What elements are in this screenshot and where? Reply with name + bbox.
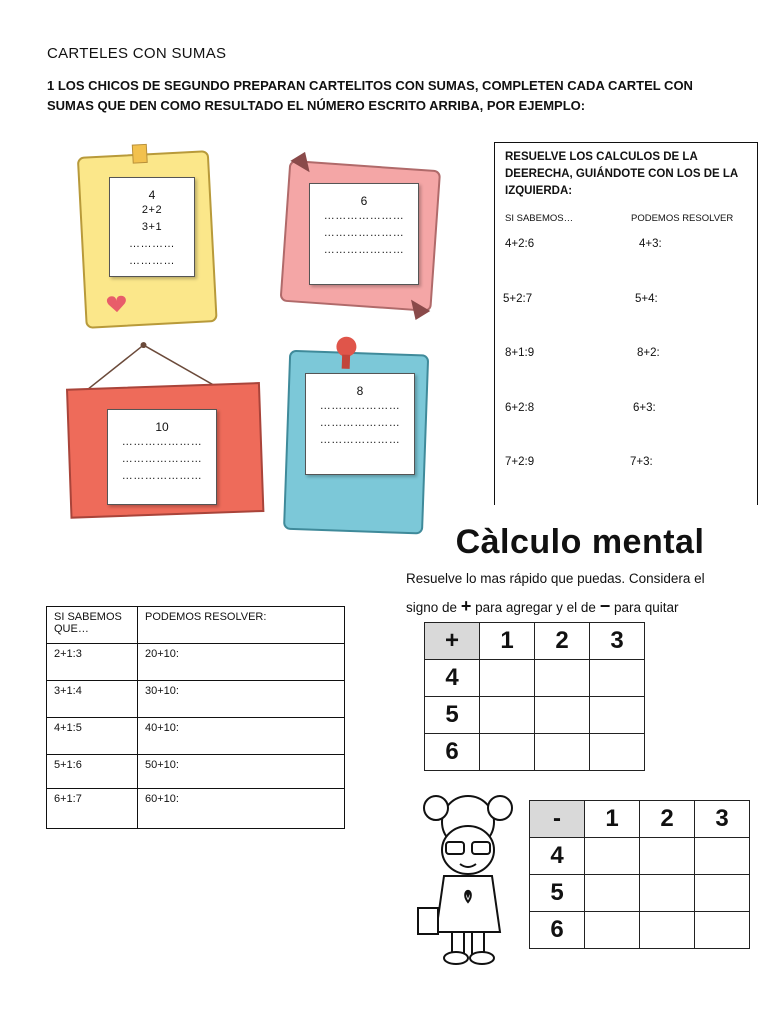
known-item: 8+1:9 bbox=[505, 347, 535, 359]
page-title: CARTELES CON SUMAS bbox=[47, 45, 227, 62]
known-item: 6+2:8 bbox=[505, 402, 535, 414]
answer-cell[interactable] bbox=[640, 838, 695, 875]
answer-cell[interactable] bbox=[695, 875, 750, 912]
answer-cell[interactable] bbox=[535, 734, 590, 771]
grid-col-head: 2 bbox=[640, 801, 695, 838]
table-cell: 4+1:5 bbox=[47, 718, 138, 755]
answer-cell[interactable] bbox=[695, 912, 750, 949]
worksheet-title: Càlculo mental bbox=[455, 523, 705, 561]
solve-item: 7+3: bbox=[630, 456, 653, 468]
guided-calculations-box bbox=[494, 142, 758, 505]
col-solve-label: PODEMOS RESOLVER bbox=[631, 213, 734, 224]
answer-cell[interactable] bbox=[640, 912, 695, 949]
frames-illustration bbox=[47, 125, 477, 555]
grid-op: - bbox=[530, 801, 585, 838]
table-header: SI SABEMOS QUE… bbox=[47, 607, 138, 644]
grid-col-head: 2 bbox=[535, 623, 590, 660]
answer-cell[interactable] bbox=[585, 912, 640, 949]
known-item: 4+2:6 bbox=[505, 238, 535, 250]
table-cell: 50+10: bbox=[138, 755, 345, 789]
answer-cell[interactable] bbox=[535, 697, 590, 734]
answer-cell[interactable] bbox=[535, 660, 590, 697]
solve-item: 8+2: bbox=[637, 347, 660, 359]
table-header: PODEMOS RESOLVER: bbox=[138, 607, 345, 644]
table-cell: 30+10: bbox=[138, 681, 345, 718]
instructions: 1 LOS CHICOS DE SEGUNDO PREPARAN CARTELITOS CON SUMAS, COMPLETEN CADA CARTEL CON SUMAS QUE DEN COMO RESULTADO EL NÚMERO ESCRITO ARRIBA, POR EJEMPLO: bbox=[47, 78, 693, 113]
answer-cell[interactable] bbox=[695, 838, 750, 875]
table-cell: 3+1:4 bbox=[47, 681, 138, 718]
answer-cell[interactable] bbox=[590, 734, 645, 771]
grid-row-head: 6 bbox=[425, 734, 480, 771]
red-card: 10 ………………… ………………… ………………… bbox=[107, 409, 217, 505]
girl-illustration bbox=[408, 790, 528, 970]
grid-row-head: 5 bbox=[530, 875, 585, 912]
worksheet-instruction: Resuelve lo mas rápido que puedas. Considera el bbox=[406, 571, 705, 586]
solve-item: 4+3: bbox=[639, 238, 662, 250]
plus-sign: + bbox=[460, 596, 472, 616]
answer-cell[interactable] bbox=[480, 660, 535, 697]
answer-cell[interactable] bbox=[480, 697, 535, 734]
answer-cell[interactable] bbox=[480, 734, 535, 771]
known-facts-table bbox=[46, 606, 345, 829]
grid-row-head: 4 bbox=[530, 838, 585, 875]
addition-grid bbox=[424, 622, 645, 771]
table-cell: 20+10: bbox=[138, 644, 345, 681]
table-cell: 60+10: bbox=[138, 789, 345, 829]
pink-card: 6 ………………… ………………… ………………… bbox=[309, 183, 419, 285]
table-cell: 6+1:7 bbox=[47, 789, 138, 829]
yellow-card: 4 2+2 3+1 ………… ………… bbox=[109, 177, 195, 277]
answer-cell[interactable] bbox=[585, 838, 640, 875]
known-item: 5+2:7 bbox=[503, 293, 533, 305]
worksheet-instruction-2: signo de + para agregar y el de − para quitar bbox=[406, 596, 679, 616]
table-cell: 40+10: bbox=[138, 718, 345, 755]
table-cell: 2+1:3 bbox=[47, 644, 138, 681]
table-cell: 5+1:6 bbox=[47, 755, 138, 789]
grid-row-head: 4 bbox=[425, 660, 480, 697]
known-item: 7+2:9 bbox=[505, 456, 535, 468]
subtraction-grid bbox=[529, 800, 750, 949]
col-known-label: SI SABEMOS… bbox=[505, 213, 574, 224]
grid-op: + bbox=[425, 623, 480, 660]
grid-row-head: 5 bbox=[425, 697, 480, 734]
answer-cell[interactable] bbox=[590, 660, 645, 697]
grid-col-head: 1 bbox=[480, 623, 535, 660]
answer-cell[interactable] bbox=[640, 875, 695, 912]
grid-col-head: 1 bbox=[585, 801, 640, 838]
minus-sign: − bbox=[599, 596, 611, 616]
answer-cell[interactable] bbox=[585, 875, 640, 912]
answer-cell[interactable] bbox=[590, 697, 645, 734]
grid-col-head: 3 bbox=[695, 801, 750, 838]
solve-item: 5+4: bbox=[635, 293, 658, 305]
box-heading: RESUELVE LOS CALCULOS DE LA DEERECHA, GUIÁNDOTE CON LOS DE LA IZQUIERDA: bbox=[505, 151, 738, 197]
solve-item: 6+3: bbox=[633, 402, 656, 414]
grid-col-head: 3 bbox=[590, 623, 645, 660]
calculo-mental-worksheet bbox=[400, 505, 760, 985]
grid-row-head: 6 bbox=[530, 912, 585, 949]
blue-card: 8 ………………… ………………… ………………… bbox=[305, 373, 415, 475]
